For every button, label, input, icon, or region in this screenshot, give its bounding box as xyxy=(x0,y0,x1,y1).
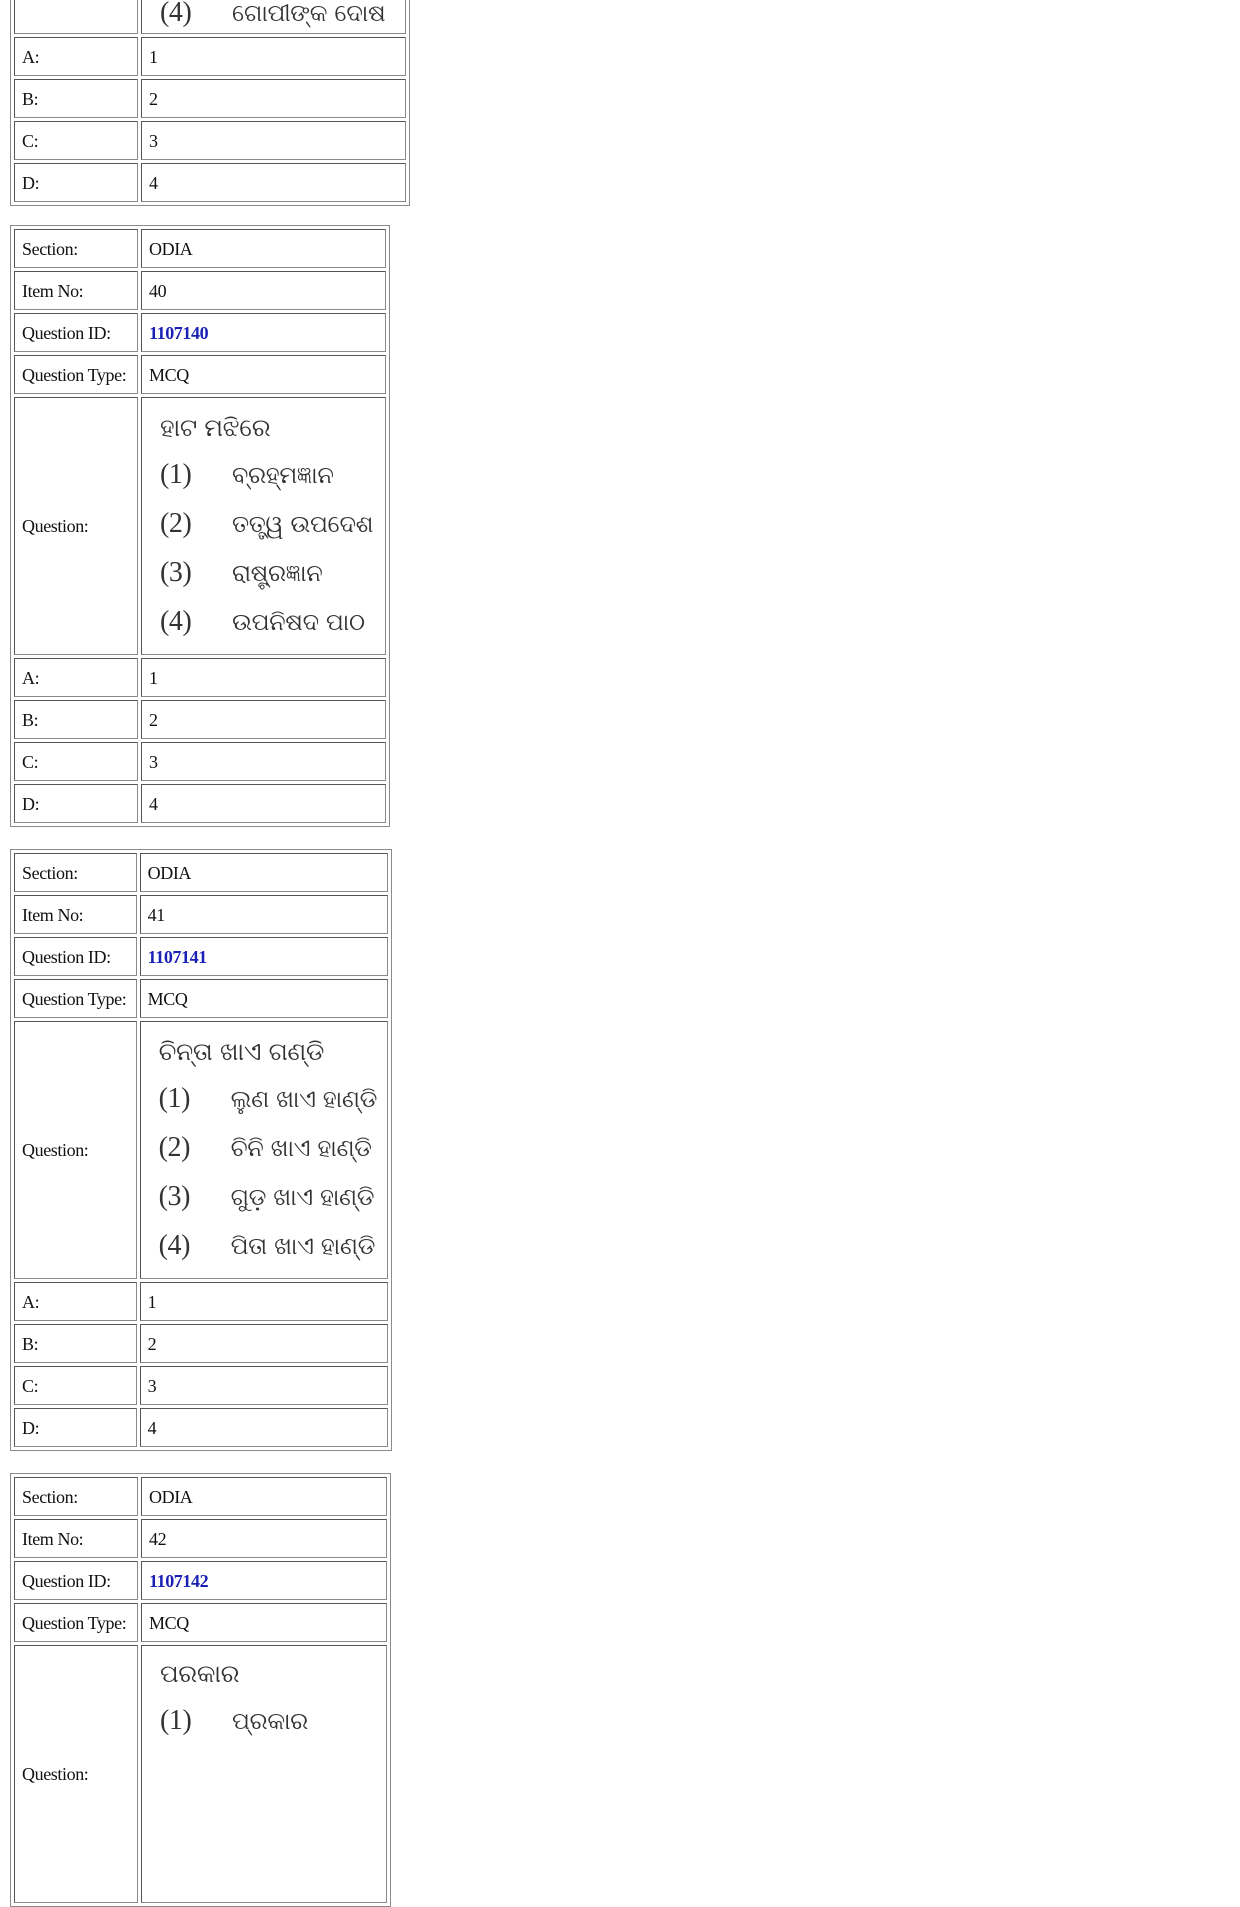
answer-label: A: xyxy=(14,1282,137,1321)
question-type-row xyxy=(14,979,388,1018)
answer-value: 2 xyxy=(140,1324,388,1363)
item-no-row xyxy=(14,1519,387,1558)
answer-row-b xyxy=(14,1324,388,1363)
option-number: (3) xyxy=(160,556,192,588)
answer-label: B: xyxy=(14,700,138,739)
question-type-row xyxy=(14,1603,387,1642)
option-number: (1) xyxy=(160,1704,192,1736)
answer-label: A: xyxy=(14,37,138,76)
question-label: Question: xyxy=(14,1645,138,1903)
option-number: (4) xyxy=(158,1229,191,1261)
answer-row-c xyxy=(14,121,406,160)
section-row xyxy=(14,1477,387,1516)
question-label: Question: xyxy=(14,1021,137,1279)
section-value: ODIA xyxy=(141,229,386,268)
question-table-41 xyxy=(10,849,392,1451)
option-3 xyxy=(159,1172,377,1221)
item-no-row xyxy=(14,271,386,310)
question-type-value: MCQ xyxy=(140,979,388,1018)
section-value: ODIA xyxy=(141,1477,387,1516)
question-table-42 xyxy=(10,1473,391,1907)
question-type-label: Question Type: xyxy=(14,979,137,1018)
option-number: (1) xyxy=(158,1082,191,1114)
question-type-label: Question Type: xyxy=(14,355,138,394)
option-item xyxy=(160,0,385,33)
item-no-value: 40 xyxy=(141,271,386,310)
option-number: (2) xyxy=(158,1131,191,1163)
answer-value: 1 xyxy=(141,37,406,76)
option-text: ଗୋପୀଙ୍କ ଦୋଷ xyxy=(232,0,386,27)
question-row xyxy=(14,1645,387,1903)
answer-row-a xyxy=(14,658,386,697)
answer-label: C: xyxy=(14,1366,137,1405)
answer-row-c xyxy=(14,742,386,781)
answer-value: 2 xyxy=(141,700,386,739)
option-3 xyxy=(160,548,375,597)
question-row xyxy=(14,1021,388,1279)
item-no-label: Item No: xyxy=(14,1519,138,1558)
question-type-value: MCQ xyxy=(141,1603,387,1642)
option-number: (1) xyxy=(160,458,192,490)
answer-row-d xyxy=(14,784,386,823)
question-row xyxy=(14,397,386,655)
option-4 xyxy=(159,1221,377,1270)
question-id-row xyxy=(14,937,388,976)
option-number: (3) xyxy=(158,1180,191,1212)
answer-row-c xyxy=(14,1366,388,1405)
option-1 xyxy=(159,1074,377,1123)
question-cell xyxy=(141,0,406,34)
answer-row-b xyxy=(14,79,406,118)
section-label: Section: xyxy=(14,1477,138,1516)
option-text: ବ୍ରହ୍ମଜ୍ଞାନ xyxy=(232,460,334,489)
question-label-cell xyxy=(14,0,138,34)
section-label: Section: xyxy=(14,229,138,268)
answer-value: 3 xyxy=(141,121,406,160)
question-title: ଚିନ୍ତା ଖାଏ ଗଣ୍ଡି xyxy=(158,1037,324,1066)
answer-row-d xyxy=(14,163,406,202)
answer-row-a xyxy=(14,1282,388,1321)
question-type-value: MCQ xyxy=(141,355,386,394)
question-title: ହାଟ ମଝିରେ xyxy=(160,413,271,442)
option-1 xyxy=(160,450,375,499)
item-no-label: Item No: xyxy=(14,895,137,934)
option-number: (4) xyxy=(160,0,192,28)
answer-row-b xyxy=(14,700,386,739)
option-2 xyxy=(160,499,375,548)
option-1 xyxy=(160,1696,376,1745)
question-body xyxy=(141,1645,387,1903)
section-label: Section: xyxy=(14,853,137,892)
question-id-label: Question ID: xyxy=(14,1561,138,1600)
option-text: ପିତା ଖାଏ ହାଣ୍ଡି xyxy=(230,1231,376,1260)
answer-label: A: xyxy=(14,658,138,697)
question-table-partial xyxy=(10,0,410,206)
option-2 xyxy=(159,1123,377,1172)
answer-label: D: xyxy=(14,163,138,202)
question-id-label: Question ID: xyxy=(14,937,137,976)
answer-label: B: xyxy=(14,1324,137,1363)
question-type-row xyxy=(14,355,386,394)
question-id-row xyxy=(14,313,386,352)
question-id-row xyxy=(14,1561,387,1600)
answer-value: 3 xyxy=(140,1366,388,1405)
question-id-label: Question ID: xyxy=(14,313,138,352)
option-text: ତତ୍ତ୍ୱ ଉପଦେଶ xyxy=(232,509,374,538)
question-id-value: 1107140 xyxy=(141,313,386,352)
option-text: ଉପନିଷଦ ପାଠ xyxy=(232,607,365,636)
question-title: ପରକାର xyxy=(160,1659,240,1688)
answer-value: 4 xyxy=(140,1408,388,1447)
question-label: Question: xyxy=(14,397,138,655)
option-number: (4) xyxy=(160,605,192,637)
answer-value: 4 xyxy=(141,163,406,202)
question-row xyxy=(14,0,406,34)
answer-value: 2 xyxy=(141,79,406,118)
answer-value: 1 xyxy=(140,1282,388,1321)
option-text: ଲୁଣ ଖାଏ ହାଣ୍ଡି xyxy=(230,1084,377,1113)
answer-label: D: xyxy=(14,1408,137,1447)
answer-value: 1 xyxy=(141,658,386,697)
answer-label: D: xyxy=(14,784,138,823)
section-row xyxy=(14,853,388,892)
question-table-40 xyxy=(10,225,390,827)
option-text: ଚିନି ଖାଏ ହାଣ୍ଡି xyxy=(230,1133,372,1162)
question-body xyxy=(140,1021,388,1279)
answer-row-d xyxy=(14,1408,388,1447)
answer-value: 4 xyxy=(141,784,386,823)
item-no-value: 41 xyxy=(140,895,388,934)
answer-value: 3 xyxy=(141,742,386,781)
answer-label: B: xyxy=(14,79,138,118)
question-body xyxy=(141,397,386,655)
answer-label: C: xyxy=(14,121,138,160)
option-number: (2) xyxy=(160,507,192,539)
section-row xyxy=(14,229,386,268)
option-text: ଗୁଡ଼ ଖାଏ ହାଣ୍ଡି xyxy=(230,1182,375,1211)
question-id-value: 1107141 xyxy=(140,937,388,976)
option-text: ରାଷ୍ଟ୍ରଜ୍ଞାନ xyxy=(232,558,323,587)
option-text: ପ୍ରକାର xyxy=(232,1706,308,1735)
item-no-row xyxy=(14,895,388,934)
question-id-value: 1107142 xyxy=(141,1561,387,1600)
section-value: ODIA xyxy=(140,853,388,892)
question-type-label: Question Type: xyxy=(14,1603,138,1642)
answer-label: C: xyxy=(14,742,138,781)
answer-row-a xyxy=(14,37,406,76)
item-no-value: 42 xyxy=(141,1519,387,1558)
option-4 xyxy=(160,597,375,646)
item-no-label: Item No: xyxy=(14,271,138,310)
